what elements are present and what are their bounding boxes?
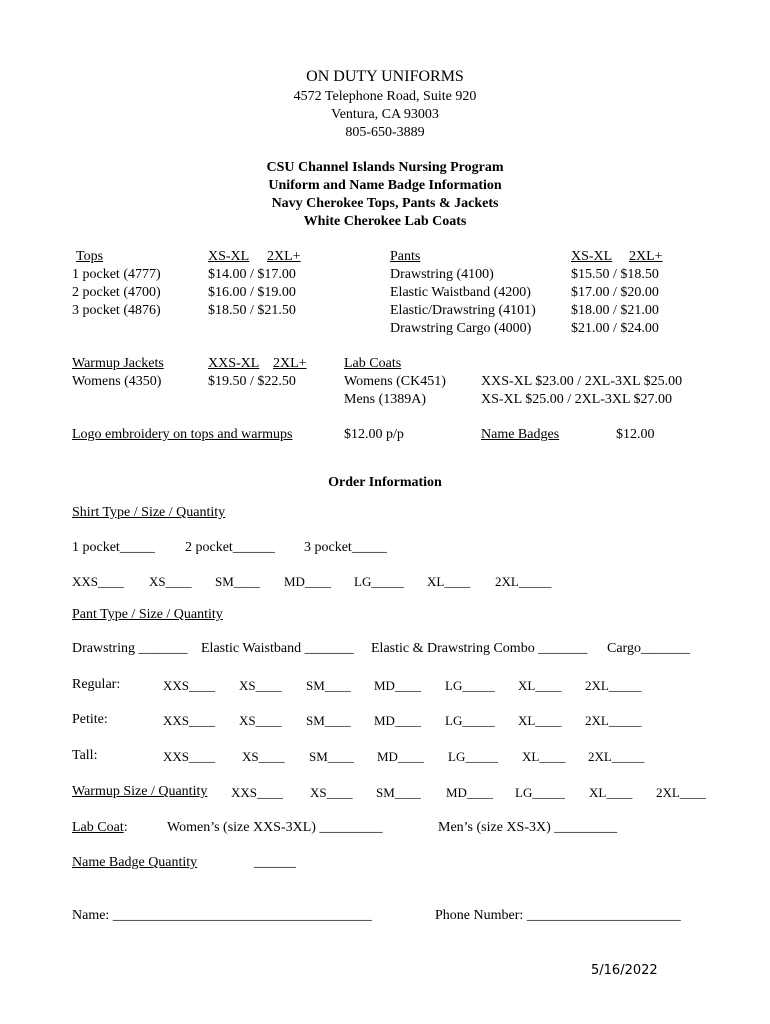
pant-size-field[interactable]: SM____ <box>309 749 354 764</box>
pants-item-price: $21.00 / $24.00 <box>571 321 659 336</box>
tops-size-large-header: 2XL+ <box>267 249 301 264</box>
warmup-size-field[interactable]: 2XL____ <box>656 785 706 800</box>
shirt-size-field[interactable]: XXS____ <box>72 574 125 589</box>
shirt-size-field[interactable]: 2XL_____ <box>495 574 552 589</box>
pants-item-name: Elastic/Drawstring (4101) <box>390 303 536 318</box>
warmup-size-field[interactable]: LG_____ <box>515 785 565 800</box>
labcoats-heading: Lab Coats <box>344 356 402 371</box>
company-phone: 805-650-3889 <box>345 125 425 140</box>
name-badges-label: Name Badges <box>481 427 560 442</box>
pant-size-field[interactable]: MD____ <box>374 678 421 693</box>
shirt-size-field[interactable]: MD____ <box>284 574 331 589</box>
pant-size-field[interactable]: 2XL_____ <box>585 678 642 693</box>
name-badges-price: $12.00 <box>616 427 655 442</box>
company-address-line2: Ventura, CA 93003 <box>331 107 439 122</box>
tops-item-name: 3 pocket (4876) <box>72 303 161 318</box>
badge-quantity-heading: Name Badge Quantity <box>72 855 198 870</box>
logo-embroidery-price: $12.00 p/p <box>344 427 404 442</box>
pant-size-field[interactable]: XL____ <box>518 713 562 728</box>
pant-size-field[interactable]: LG_____ <box>445 713 495 728</box>
pants-item-price: $17.00 / $20.00 <box>571 285 659 300</box>
pants-size-large-header: 2XL+ <box>629 249 663 264</box>
pant-size-field[interactable]: SM____ <box>306 678 351 693</box>
jackets-size-small-header: XXS-XL <box>208 356 260 371</box>
company-name: ON DUTY UNIFORMS <box>306 68 464 85</box>
shirt-type-field[interactable]: 3 pocket_____ <box>304 540 387 555</box>
tops-item-price: $16.00 / $19.00 <box>208 285 296 300</box>
program-subtitle: Uniform and Name Badge Information <box>268 178 502 193</box>
tops-item-price: $14.00 / $17.00 <box>208 267 296 282</box>
warmup-order-heading: Warmup Size / Quantity <box>72 784 208 799</box>
pants-size-small-header: XS-XL <box>571 249 613 264</box>
warmup-size-field[interactable]: XXS____ <box>231 785 284 800</box>
jackets-size-large-header: 2XL+ <box>273 356 307 371</box>
document-date: 5/16/2022 <box>591 963 658 978</box>
pant-size-field[interactable]: LG_____ <box>448 749 498 764</box>
tops-size-small-header: XS-XL <box>208 249 250 264</box>
labcoat-womens-field[interactable]: Women’s (size XXS-3XL) _________ <box>167 820 383 835</box>
pants-heading: Pants <box>390 249 421 264</box>
jackets-item-price: $19.50 / $22.50 <box>208 374 296 389</box>
pant-type-field[interactable]: Cargo_______ <box>607 641 690 656</box>
pant-size-field[interactable]: XXS____ <box>163 678 216 693</box>
labcoat-order-colon: : <box>123 820 128 835</box>
pant-type-field[interactable]: Drawstring _______ <box>72 641 188 656</box>
labcoat-mens-field[interactable]: Men’s (size XS-3X) _________ <box>438 820 618 835</box>
pant-size-field[interactable]: XS____ <box>239 713 282 728</box>
logo-embroidery-label: Logo embroidery on tops and warmups <box>72 427 293 442</box>
shirt-size-field[interactable]: XL____ <box>427 574 471 589</box>
company-address-line1: 4572 Telephone Road, Suite 920 <box>293 89 477 104</box>
jackets-heading: Warmup Jackets <box>72 356 164 371</box>
program-labcoats-note: White Cherokee Lab Coats <box>303 214 467 229</box>
labcoat-order-label <box>72 819 128 836</box>
pant-size-field[interactable]: XS____ <box>242 749 285 764</box>
pant-row-label: Tall: <box>72 748 98 763</box>
pant-row-label: Regular: <box>72 677 121 692</box>
shirt-type-field[interactable]: 2 pocket______ <box>185 540 275 555</box>
pant-type-field[interactable]: Elastic Waistband _______ <box>201 641 354 656</box>
labcoats-item-price: XXS-XL $23.00 / 2XL-3XL $25.00 <box>481 374 683 389</box>
shirt-size-field[interactable]: LG_____ <box>354 574 404 589</box>
pant-order-heading: Pant Type / Size / Quantity <box>72 607 223 622</box>
warmup-size-field[interactable]: MD____ <box>446 785 493 800</box>
warmup-size-field[interactable]: XS____ <box>310 785 353 800</box>
pant-size-field[interactable]: XL____ <box>522 749 566 764</box>
phone-field[interactable]: Phone Number: ______________________ <box>435 908 681 923</box>
pant-size-field[interactable]: LG_____ <box>445 678 495 693</box>
labcoats-item-name: Mens (1389A) <box>344 392 427 407</box>
pant-size-field[interactable]: MD____ <box>374 713 421 728</box>
tops-item-name: 2 pocket (4700) <box>72 285 161 300</box>
tops-item-price: $18.50 / $21.50 <box>208 303 296 318</box>
pant-size-field[interactable]: XXS____ <box>163 749 216 764</box>
warmup-size-field[interactable]: SM____ <box>376 785 421 800</box>
pant-size-field[interactable]: 2XL_____ <box>585 713 642 728</box>
pants-item-name: Drawstring (4100) <box>390 267 494 282</box>
pant-type-field[interactable]: Elastic & Drawstring Combo _______ <box>371 641 588 656</box>
pant-size-field[interactable]: MD____ <box>377 749 424 764</box>
pant-size-field[interactable]: SM____ <box>306 713 351 728</box>
program-title: CSU Channel Islands Nursing Program <box>266 160 504 175</box>
tops-heading: Tops <box>76 249 104 264</box>
jackets-item-name: Womens (4350) <box>72 374 162 389</box>
name-field[interactable]: Name: _____________________________________ <box>72 908 372 923</box>
badge-quantity-field[interactable]: ______ <box>254 855 296 870</box>
pants-item-price: $18.00 / $21.00 <box>571 303 659 318</box>
labcoats-item-name: Womens (CK451) <box>344 374 446 389</box>
pants-item-name: Drawstring Cargo (4000) <box>390 321 532 336</box>
order-information-title: Order Information <box>328 475 442 490</box>
pants-item-price: $15.50 / $18.50 <box>571 267 659 282</box>
pant-size-field[interactable]: 2XL_____ <box>588 749 645 764</box>
shirt-type-field[interactable]: 1 pocket_____ <box>72 540 155 555</box>
pant-size-field[interactable]: XXS____ <box>163 713 216 728</box>
labcoat-order-heading: Lab Coat <box>72 820 124 835</box>
pants-item-name: Elastic Waistband (4200) <box>390 285 531 300</box>
pant-row-label: Petite: <box>72 712 108 727</box>
labcoats-item-price: XS-XL $25.00 / 2XL-3XL $27.00 <box>481 392 673 407</box>
pant-size-field[interactable]: XL____ <box>518 678 562 693</box>
program-tops-pants-note: Navy Cherokee Tops, Pants & Jackets <box>271 196 499 211</box>
shirt-order-heading: Shirt Type / Size / Quantity <box>72 505 226 520</box>
shirt-size-field[interactable]: XS____ <box>149 574 192 589</box>
warmup-size-field[interactable]: XL____ <box>589 785 633 800</box>
shirt-size-field[interactable]: SM____ <box>215 574 260 589</box>
pant-size-field[interactable]: XS____ <box>239 678 282 693</box>
tops-item-name: 1 pocket (4777) <box>72 267 161 282</box>
